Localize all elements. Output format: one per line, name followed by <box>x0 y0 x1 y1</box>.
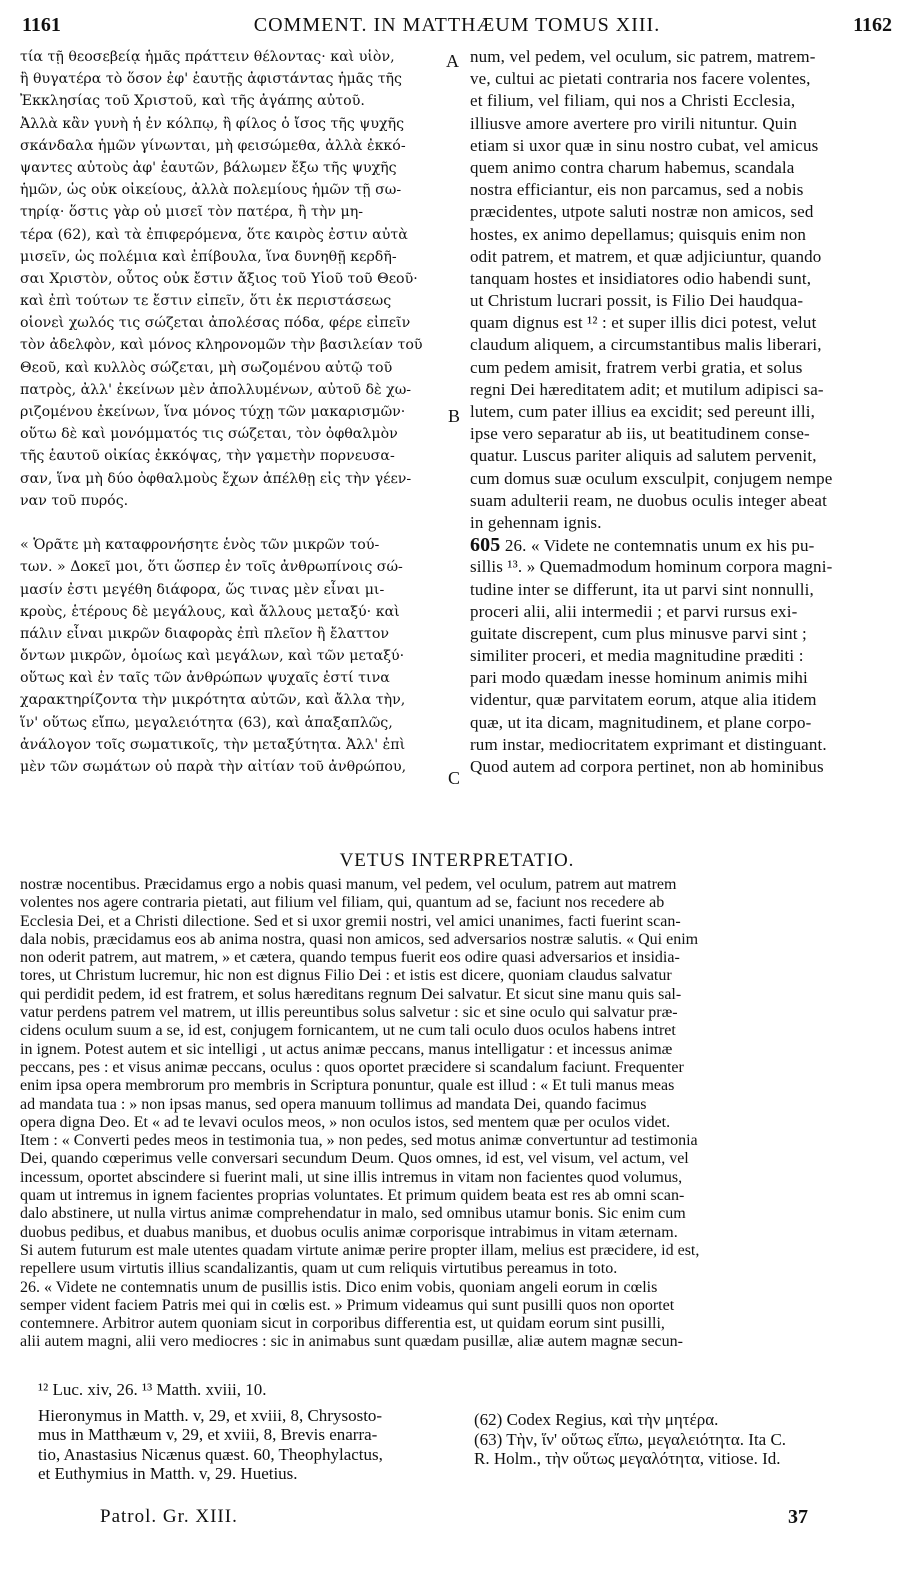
section-marker-c: C <box>448 768 461 788</box>
latin-text-line: cum domus suæ oculum exsculpit, conjugem nempe <box>470 468 833 488</box>
greek-text-line: πάλιν εἶναι μικρῶν διαφορὰς ἐπὶ πλεῖον ἢ ἔλαττον <box>20 625 389 642</box>
latin-text-line: Quod autem ad corpora pertinet, non ab hominibus <box>470 757 824 776</box>
section-marker-a: A <box>446 51 459 71</box>
greek-text-line: τηρίᾳ· ὅστις γὰρ οὐ μισεῖ τὸν πατέρα, ἢ τὴν μη- <box>20 204 364 221</box>
latin-text-line: lutem, cum pater illius ea excidit; sed pereunt illi, <box>470 402 816 421</box>
greek-text-line: ἡμῶν, ὡς οὐκ οἰκείους, ἀλλὰ πολεμίους ἡμῶν τῇ σω- <box>20 182 402 199</box>
latin-text-line: cum pedem amisit, fratrem verbi gratia, et solus <box>470 357 803 377</box>
footnote-line: R. Holm., τὴν οὕτως μεγαλότητα, vitiose. Id. <box>474 1449 781 1468</box>
greek-text-line: οἱονεὶ χωλός τις σώζεται ἀπολέσας πόδα, φέρε εἰπεῖν <box>20 315 411 332</box>
vetus-text-line: qui perdidit pedem, id est fratrem, et solus hæreditans regnum Dei salvatur. Et sicut sine manu quis sal- <box>20 985 682 1003</box>
greek-text-line: μὲν τῶν σωμάτων οὐ παρὰ τὴν αἰτίαν τοῦ ἀνθρώπου, <box>20 759 407 775</box>
footnotes-left <box>38 1380 458 1484</box>
latin-text-line: claudum aliquem, a circumstantibus malis liberari, <box>470 335 822 355</box>
greek-text-line: τῆς ἑαυτοῦ οἰκίας ἐκκόψας, τὴν γαμετὴν πορνευσα- <box>20 448 395 465</box>
greek-text-line: πατρὸς, ἀλλ' ἐκείνων μὲν ἀπολλυμένων, αὐτοῦ δὲ χω- <box>20 381 412 398</box>
vetus-text-line: alii autem magni, alii vero mediocres : sic in animabus sunt quædam pusillæ, aliæ autem magnæ secun- <box>20 1333 683 1351</box>
vetus-text-line: peccans, pes : et visus animæ peccans, oculus : quos oportet præcidere si scandalum faciunt. Frequenter <box>20 1058 684 1076</box>
greek-text-line: οὕτως καὶ ἐν ταῖς τῶν ἀνθρώπων ψυχαῖς ἐστί τινα <box>20 670 390 687</box>
latin-text-line: quatur. Luscus pariter aliquis ad salutem pervenit, <box>470 446 817 466</box>
greek-text-line: των. » Δοκεῖ μοι, ὅτι ὥσπερ ἐν τοῖς ἀνθρωπίνοις σώ- <box>20 559 403 576</box>
latin-text-line: præcidentes, utpote saluti nostræ non amicos, sed <box>470 202 814 222</box>
latin-text-line: proceri alii, alii intermedii ; et parvi rursus exi- <box>470 601 798 621</box>
vetus-text-line: Dei, quando cœperimus velle conversari secundum Deum. Quos omnes, id est, vel visum, vel actum, vel <box>20 1150 689 1168</box>
latin-text-line: etiam si uxor quæ in sinu nostro cubat, vel amicus <box>470 135 819 155</box>
footnote-line: (62) Codex Regius, καὶ τὴν μητέρα. <box>474 1410 719 1429</box>
vetus-text-line: in ignem. Potest autem et sic intelligi , ut actus animæ peccans, manus intelligatur : et incessus animæ <box>20 1040 673 1058</box>
vetus-interpretatio-text <box>20 876 894 1352</box>
column-number: 605 <box>470 534 501 557</box>
greek-text-line: χαρακτηρίζοντα τὴν μικρότητα αὐτῶν, καὶ ἄλλα τὴν, <box>20 692 406 709</box>
latin-text-line: et filium, vel filiam, qui nos a Christi Ecclesia, <box>470 91 796 111</box>
footnote-line: tio, Anastasius Nicænus quæst. 60, Theophylactus, <box>38 1444 383 1464</box>
latin-text-line: tanquam hostes et insidiatores odio habendi sunt, <box>470 268 812 288</box>
latin-text-line: videntur, quæ parvitatem eorum, atque alia itidem <box>470 690 817 710</box>
vetus-text-line: repellere usum virtutis illius scandalizantis, quam ut cum reliquis virtutibus pereamus in toto. <box>20 1260 618 1278</box>
latin-text-line: quem animo contra charum habemus, scandala <box>470 157 795 177</box>
vetus-text-line: semper vident faciem Patris mei qui in cœlis est. » Primum videamus qui sunt pusilli quos non oportet <box>20 1296 675 1314</box>
vetus-text-line: volentes nos agere contraria pietati, aut filium vel filiam, qui, quantum ad se, faciunt nos recedere ab <box>20 894 665 912</box>
latin-text-line: 605 26. « Videte ne contemnatis unum ex his pu- <box>470 534 815 557</box>
vetus-text-line: 26. « Videte ne contemnatis unum de pusillis istis. Dico enim vobis, quoniam angeli eorum in cœlis <box>20 1278 658 1296</box>
greek-text-line: σαν, ἵνα μὴ δύο ὀφθαλμοὺς ἔχων ἀπέλθῃ εἰς τὴν γέεν- <box>20 470 412 487</box>
greek-text-line: ὄντων μικρῶν, ὁμοίως καὶ μεγάλων, καὶ τῶν μεταξύ· <box>20 648 405 665</box>
vetus-text-line: Item : « Converti pedes meos in testimonia tua, » non pedes, sed motus animæ convertuntur ad testimonia <box>20 1132 698 1150</box>
latin-text-line: rum instar, mediocritatem exprimant et distinguant. <box>470 734 827 754</box>
vetus-text-line: Ecclesia Dei, et a Christi dilectione. Sed et si uxor gremii nostri, vel amici unanimes, facti fuerint scan- <box>20 912 681 930</box>
vetus-text-line: tores, ut Christum lucremur, hic non est dignus Filio Dei : et istis est dicere, quoniam claudus salvatur <box>20 967 672 985</box>
page-number-left: 1161 <box>22 14 61 36</box>
latin-text-line: sillis ¹³. » Quemadmodum hominum corpora magni- <box>470 557 833 577</box>
vetus-text-line: nostræ nocentibus. Præcidamus ergo a nobis quasi manum, vel pedem, vel oculum, patrem aut matrem <box>20 876 677 893</box>
scripture-references: ¹² Luc. xiv, 26. ¹³ Matth. xviii, 10. <box>38 1380 267 1399</box>
footnote-line: et Euthymius in Matth. v, 29. Huetius. <box>38 1464 298 1483</box>
latin-text-line: guitate discrepent, cum plus minusve parvi sint ; <box>470 623 807 643</box>
greek-text-line: καὶ ἐπὶ τούτων τε ἔστιν εἰπεῖν, ὅτι ἐκ περιστάσεως <box>20 293 392 310</box>
greek-text-line: σαι Χριστὸν, οὗτος οὐκ ἔστιν ἄξιος τοῦ Υἱοῦ τοῦ Θεοῦ· <box>20 270 418 287</box>
greek-text-line: κροὺς, ἑτέρους δὲ μεγάλους, καὶ ἄλλους μεταξύ· καὶ <box>20 603 400 620</box>
page-number-right: 1162 <box>853 14 892 36</box>
vetus-text-line: quam ut intremus in ignem facientes proprias voluntates. Et primum quidem beata est res ab omni scan- <box>20 1187 685 1205</box>
vetus-text-line: opera digna Deo. Et « ad te levavi oculos meos, » non oculos istos, sed mentem quæ per oculos videt. <box>20 1113 671 1131</box>
latin-text-line: suam adulterii ream, ne duobus oculis integer abeat <box>470 490 827 510</box>
greek-text-line: ναν τοῦ πυρός. <box>20 492 129 509</box>
greek-text-line: μασίν ἐστι μεγέθη διάφορα, ὥς τινας μὲν εἶναι μι- <box>20 581 385 598</box>
vetus-text-line: Si autem futurum est male utentes quadam virtute animæ perire propter illam, melius est præcidere, id est, <box>20 1241 700 1259</box>
greek-text-line: ἵν' οὕτως εἴπω, μεγαλειότητα (63), καὶ ἁπαξαπλῶς, <box>20 714 393 731</box>
latin-text-line: ut Christum lucrari possit, is Filio Dei haudqua- <box>470 291 804 311</box>
signature-number: 37 <box>788 1506 808 1528</box>
greek-text-line: τία τῇ θεοσεβείᾳ ἡμᾶς πράττειν θέλοντας· καὶ υἱὸν, <box>20 49 395 65</box>
latin-text-line: similiter proceri, et media magnitudine præditi : <box>470 646 804 666</box>
latin-text-line: quam dignus est ¹² : et super illis dici potest, velut <box>470 313 817 333</box>
vetus-text-line: vatur perdens patrem vel matrem, ut illis pereuntibus solus salvetur : sic et sine oculo qui salvatur præ- <box>20 1004 678 1022</box>
greek-text-line: σκάνδαλα ἡμῶν γίνωνται, μὴ φεισώμεθα, ἀλλὰ ἐκκό- <box>20 137 406 154</box>
vetus-text-line: incessum, oportet abscindere si fuerint mali, ut sine illis intremus in vitam non facientes quod volumus, <box>20 1168 683 1186</box>
greek-text-line: τέρα (62), καὶ τὰ ἐπιφερόμενα, ὅτε καιρὸς ἐστιν αὐτὰ <box>20 226 408 243</box>
latin-text-line: num, vel pedem, vel oculum, sic patrem, matrem- <box>470 47 816 66</box>
latin-text-line: regni Dei hæreditatem adit; et mutilum adipisci sa- <box>470 379 824 399</box>
greek-text-line: ἢ θυγατέρα τὸ ὅσον ἐφ' ἑαυτῇς ἀφιστάντας ἡμᾶς τῆς <box>20 71 403 88</box>
latin-text-line: nostra efficiantur, eis non parcamus, sed a nobis <box>470 180 804 200</box>
vetus-text-line: cidens oculum suum a se, id est, conjugem fornicantem, ut ne cum tali oculo duos oculos habens intret <box>20 1022 676 1040</box>
latin-text-line: hostes, ex animo depellamus; quisquis enim non <box>470 224 807 244</box>
greek-text-line: ριζομένου ἐκείνων, ἵνα μόνος τύχῃ τῶν μακαρισμῶν· <box>20 404 406 420</box>
greek-text-line: Ἐκκλησίας τοῦ Χριστοῦ, καὶ τῆς ἀγάπης αὐτοῦ. <box>20 93 365 110</box>
footnote-line: Hieronymus in Matth. v, 29, et xviii, 8, Chrysosto- <box>38 1405 383 1425</box>
section-marker-b: B <box>448 406 461 426</box>
latin-text-line: in gehennam ignis. <box>470 512 602 532</box>
vetus-text-line: enim ipsa opera membrorum pro membris in Scriptura ponuntur, quale est illud : « Et tuli manus meas <box>20 1077 675 1095</box>
greek-text-line <box>20 512 460 534</box>
latin-text-line: tudine inter se differunt, ita ut parvi sint nonnulli, <box>470 579 814 599</box>
greek-text-line: ψαντες αὐτοὺς ἀφ' ἑαυτῶν, βάλωμεν ἔξω τῆς ψυχῆς <box>20 159 397 176</box>
greek-text-column <box>20 46 460 778</box>
vetus-text-line: duobus pedibus, et duabus manibus, et duobus oculis animæ corporisque intrabimus in vitam æternam. <box>20 1223 678 1241</box>
vetus-text-line: dalo abstinere, ut nulla virtus animæ comprehendatur in malo, sed omnibus utamur bonis. Sic enim cum <box>20 1205 686 1223</box>
latin-text-line: ipse vero separatur ab iis, ut beatitudinem conse- <box>470 424 810 444</box>
latin-text-line: quæ, ut ita dicam, magnitudinem, et plane corpo- <box>470 712 812 732</box>
series-footer: Patrol. Gr. XIII. <box>100 1506 238 1527</box>
latin-text-line: ve, cultui ac pietati contraria nos facere volentes, <box>470 69 811 89</box>
footnote-line: mus in Matthæum v, 29, et xviii, 8, Brevis enarra- <box>38 1425 378 1444</box>
latin-text-column <box>470 46 894 778</box>
latin-text-line: illiusve amore avertere pro virili nituntur. Quin <box>470 113 797 133</box>
greek-text-line: μισεῖν, ὡς πολέμια καὶ ἐπίβουλα, ἵνα δυνηθῇ κερδῆ- <box>20 248 397 265</box>
vetus-interpretatio-heading: VETUS INTERPRETATIO. <box>339 850 575 871</box>
latin-text-line: odit patrem, et matrem, et quæ adjiciuntur, quando <box>470 246 822 266</box>
greek-text-line: οὕτω δὲ καὶ μονόμματός τις σώζεται, τὸν ὀφθαλμὸν <box>20 426 398 443</box>
vetus-text-line: ad mandata tua : » non ipsas manus, sed opera manuum tollimus ad mandata Dei, quando facimus <box>20 1095 647 1113</box>
vetus-text-line: contemnere. Arbitror autem quoniam sicut in corporibus differentia est, ut quidam eorum sint pusilli, <box>20 1315 665 1333</box>
greek-text-line: Θεοῦ, καὶ κυλλὸς σώζεται, μὴ σωζομένου αὐτῷ τοῦ <box>20 359 393 376</box>
vetus-text-line: non oderit patrem, aut matrem, » et cætera, quando tempus fuerit eos odire quasi adversarios et insidia- <box>20 949 680 967</box>
greek-text-line: « Ὁρᾶτε μὴ καταφρονήσητε ἑνὸς τῶν μικρῶν τού- <box>20 537 380 554</box>
greek-text-line: τὸν ἀδελφὸν, καὶ μόνος κληρονομῶν τὴν βασιλείαν τοῦ <box>20 337 423 354</box>
footnotes-right <box>474 1410 894 1469</box>
latin-text-line: pari modo quædam inesse hominum animis mihi <box>470 668 808 688</box>
greek-text-line: ἀνάλογον τοῖς σωματικοῖς, τὴν μεταξύτητα. Ἀλλ' ἐπὶ <box>20 736 406 753</box>
footnote-line: (63) Τὴν, ἵν' οὕτως εἴπω, μεγαλειότητα. Ita C. <box>474 1429 787 1449</box>
greek-text-line: Ἀλλὰ κἂν γυνὴ ἡ ἐν κόλπῳ, ἢ φίλος ὁ ἴσος τῆς ψυχῆς <box>20 115 405 132</box>
header-title: COMMENT. IN MATTHÆUM TOMUS XIII. <box>253 14 661 36</box>
vetus-text-line: dala nobis, præcidamus eos ab anima nostra, quasi non amicos, sed adversarios nostræ salutis. « Qui enim <box>20 930 699 948</box>
running-header <box>0 14 914 40</box>
